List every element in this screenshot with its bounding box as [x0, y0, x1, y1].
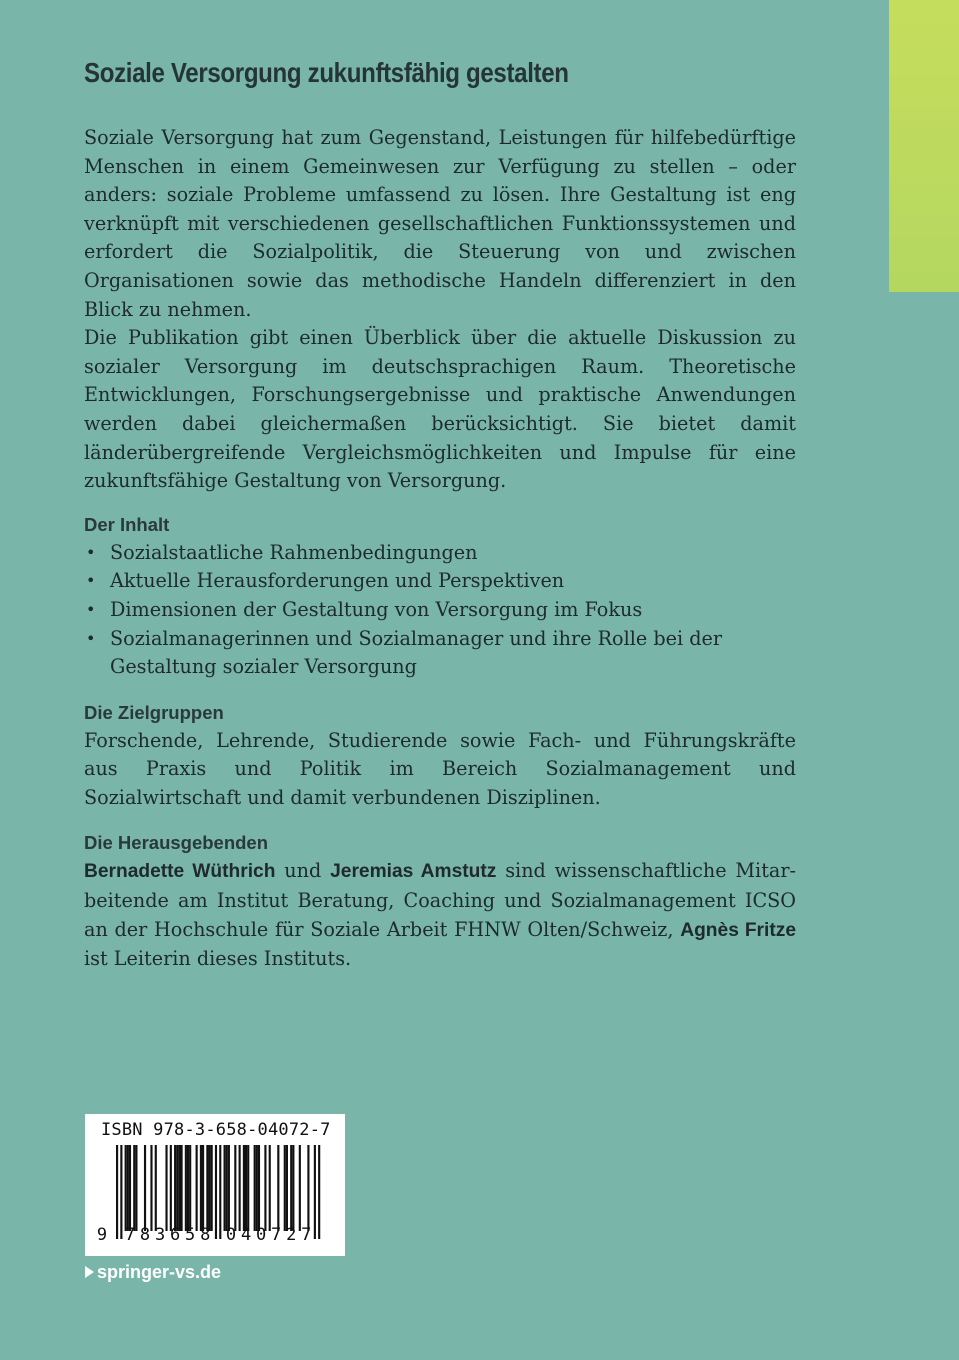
barcode-digit: 0 — [225, 1225, 237, 1245]
isbn-label: ISBN 978-3-658-04072-7 — [101, 1120, 331, 1140]
barcode-bar — [256, 1145, 258, 1231]
barcode-bar — [127, 1145, 129, 1231]
editor-name: Agnès Fritze — [680, 919, 796, 941]
joiner-text: und — [275, 859, 331, 883]
main-content — [84, 124, 796, 974]
barcode-bar — [247, 1145, 249, 1231]
barcode-digit: 3 — [154, 1225, 166, 1245]
barcode-bar — [170, 1145, 172, 1231]
barcode-bar — [125, 1145, 127, 1231]
barcode-bar — [318, 1145, 320, 1239]
accent-bar — [889, 0, 959, 292]
barcode-bar — [208, 1145, 210, 1231]
barcode-bar — [196, 1145, 198, 1231]
barcode-bar — [258, 1145, 260, 1231]
barcode-digit: 8 — [139, 1225, 151, 1245]
page-title: Soziale Versorgung zukunftsfähig gestalten — [84, 56, 569, 88]
barcode-bar — [150, 1145, 152, 1231]
barcode-bar — [155, 1145, 157, 1231]
list-item: • Dimensionen der Gestaltung von Versorgung im Fokus — [84, 596, 796, 625]
barcode-bar — [129, 1145, 131, 1231]
barcode-digit: 2 — [286, 1225, 297, 1245]
barcode-bar — [174, 1145, 176, 1231]
zielgruppen-heading: Die Zielgruppen — [84, 701, 224, 723]
barcode-bar — [243, 1145, 245, 1231]
barcode-bar — [314, 1145, 316, 1239]
inhalt-list — [84, 539, 796, 682]
barcode-bar — [176, 1145, 178, 1231]
barcode-bar — [185, 1145, 187, 1231]
barcode-bar — [277, 1145, 279, 1231]
barcode-graphic — [85, 1114, 345, 1256]
barcode-bar — [144, 1145, 146, 1231]
barcode-bar — [290, 1145, 292, 1231]
barcode-bar — [228, 1145, 230, 1231]
barcode-bar — [116, 1145, 118, 1239]
barcode-bar — [133, 1145, 135, 1231]
barcode-digit: 6 — [170, 1225, 181, 1245]
barcode-bar — [307, 1145, 309, 1231]
barcode-bar — [292, 1145, 294, 1231]
isbn-barcode — [85, 1114, 345, 1256]
intro-paragraph-1: Soziale Versorgung hat zum Gegenstand, Leistungen für hilfebedürftige Menschen in einem Gemeinwesen zur Verfügung zu stellen – oder anders: soziale Probleme umfassend zu lösen. Ihre Gestaltung ist eng verknüpft mit verschiedenen gesellschaftlichen Funktionssystemen und erfordert die Sozialpolitik, die Steuerung von und zwischen Organisationen sowie das methodische Handeln differenziert in den Blick zu nehmen. — [84, 126, 796, 321]
barcode-bar — [286, 1145, 288, 1231]
barcode-bar — [269, 1145, 271, 1231]
list-item: • Sozialmanagerinnen und Sozialmanager und ihre Rolle bei der Gestaltung sozialer Versorgung — [84, 625, 722, 682]
barcode-digit: 9 — [96, 1225, 108, 1245]
barcode-bar — [181, 1145, 183, 1231]
barcode-bar — [219, 1145, 221, 1239]
barcode-bar — [226, 1145, 228, 1231]
barcode-digit: 0 — [256, 1225, 267, 1245]
herausgebende-text — [84, 857, 796, 973]
list-item: • Aktuelle Herausforderungen und Perspektiven — [84, 567, 796, 596]
barcode-digit: 5 — [185, 1225, 196, 1245]
barcode-digit: 4 — [240, 1225, 252, 1245]
barcode-bar — [234, 1145, 236, 1231]
website-label: springer-vs.de — [97, 1262, 222, 1282]
barcode-bar — [200, 1145, 202, 1231]
publisher-website-link[interactable] — [85, 1262, 221, 1283]
barcode-bar — [135, 1145, 137, 1231]
barcode-bar — [202, 1145, 204, 1231]
editors-description-end: ist Leiterin dieses Instituts. — [84, 947, 352, 971]
barcode-bar — [120, 1145, 122, 1239]
barcode-bar — [187, 1145, 189, 1231]
inhalt-heading: Der Inhalt — [84, 513, 170, 535]
barcode-bar — [211, 1145, 213, 1231]
intro-paragraph-2: Die Publikation gibt einen Überblick über die aktuelle Diskussion zu sozialer Versorgung im deutschsprachigen Raum. Theoretische Entwicklungen, Forschungsergebnisse und praktische Anwendungen werden dabei gleichermaßen berücksichtigt. Sie bietet damit länderübergreifende Vergleichsmöglichkeiten und Impulse für eine zukunftsfähige Gestaltung von Versorgung. — [84, 326, 796, 493]
barcode-digit: 7 — [124, 1225, 136, 1245]
editors-description: sind wissenschaftliche Mitarbeitende am Institut Beratung, Coaching und Sozialmanagement ICSO an der Hochschule für Soziale Arbeit FHNW Olten/Schweiz, — [84, 859, 796, 941]
zielgruppen-text: Forschende, Lehrende, Studierende sowie Fach- und Führungskräfte aus Praxis und Politik im Bereich Sozialmanagement und Sozialwirtschaft und damit verbundenen Disziplinen. — [84, 728, 796, 809]
barcode-bar — [215, 1145, 217, 1239]
barcode-digit: 7 — [271, 1225, 282, 1245]
herausgebende-heading: Die Herausgebenden — [84, 832, 269, 854]
barcode-bar — [178, 1145, 180, 1231]
barcode-bar — [206, 1145, 208, 1231]
barcode-bar — [224, 1145, 226, 1231]
barcode-bar — [239, 1145, 241, 1231]
barcode-bar — [299, 1145, 301, 1231]
barcode-bar — [245, 1145, 247, 1231]
barcode-bar — [254, 1145, 256, 1231]
editor-name: Jeremias Amstutz — [330, 861, 497, 883]
barcode-bar — [264, 1145, 266, 1231]
barcode-bar — [165, 1145, 167, 1231]
arrow-right-icon — [85, 1266, 94, 1278]
barcode-digit: 7 — [301, 1225, 312, 1245]
barcode-bar — [284, 1145, 286, 1231]
barcode-digit: 8 — [200, 1225, 211, 1245]
barcode-bar — [189, 1145, 191, 1231]
editor-name: Bernadette Wüthrich — [84, 861, 276, 883]
list-item: • Sozialstaatliche Rahmenbedingungen — [84, 539, 796, 568]
